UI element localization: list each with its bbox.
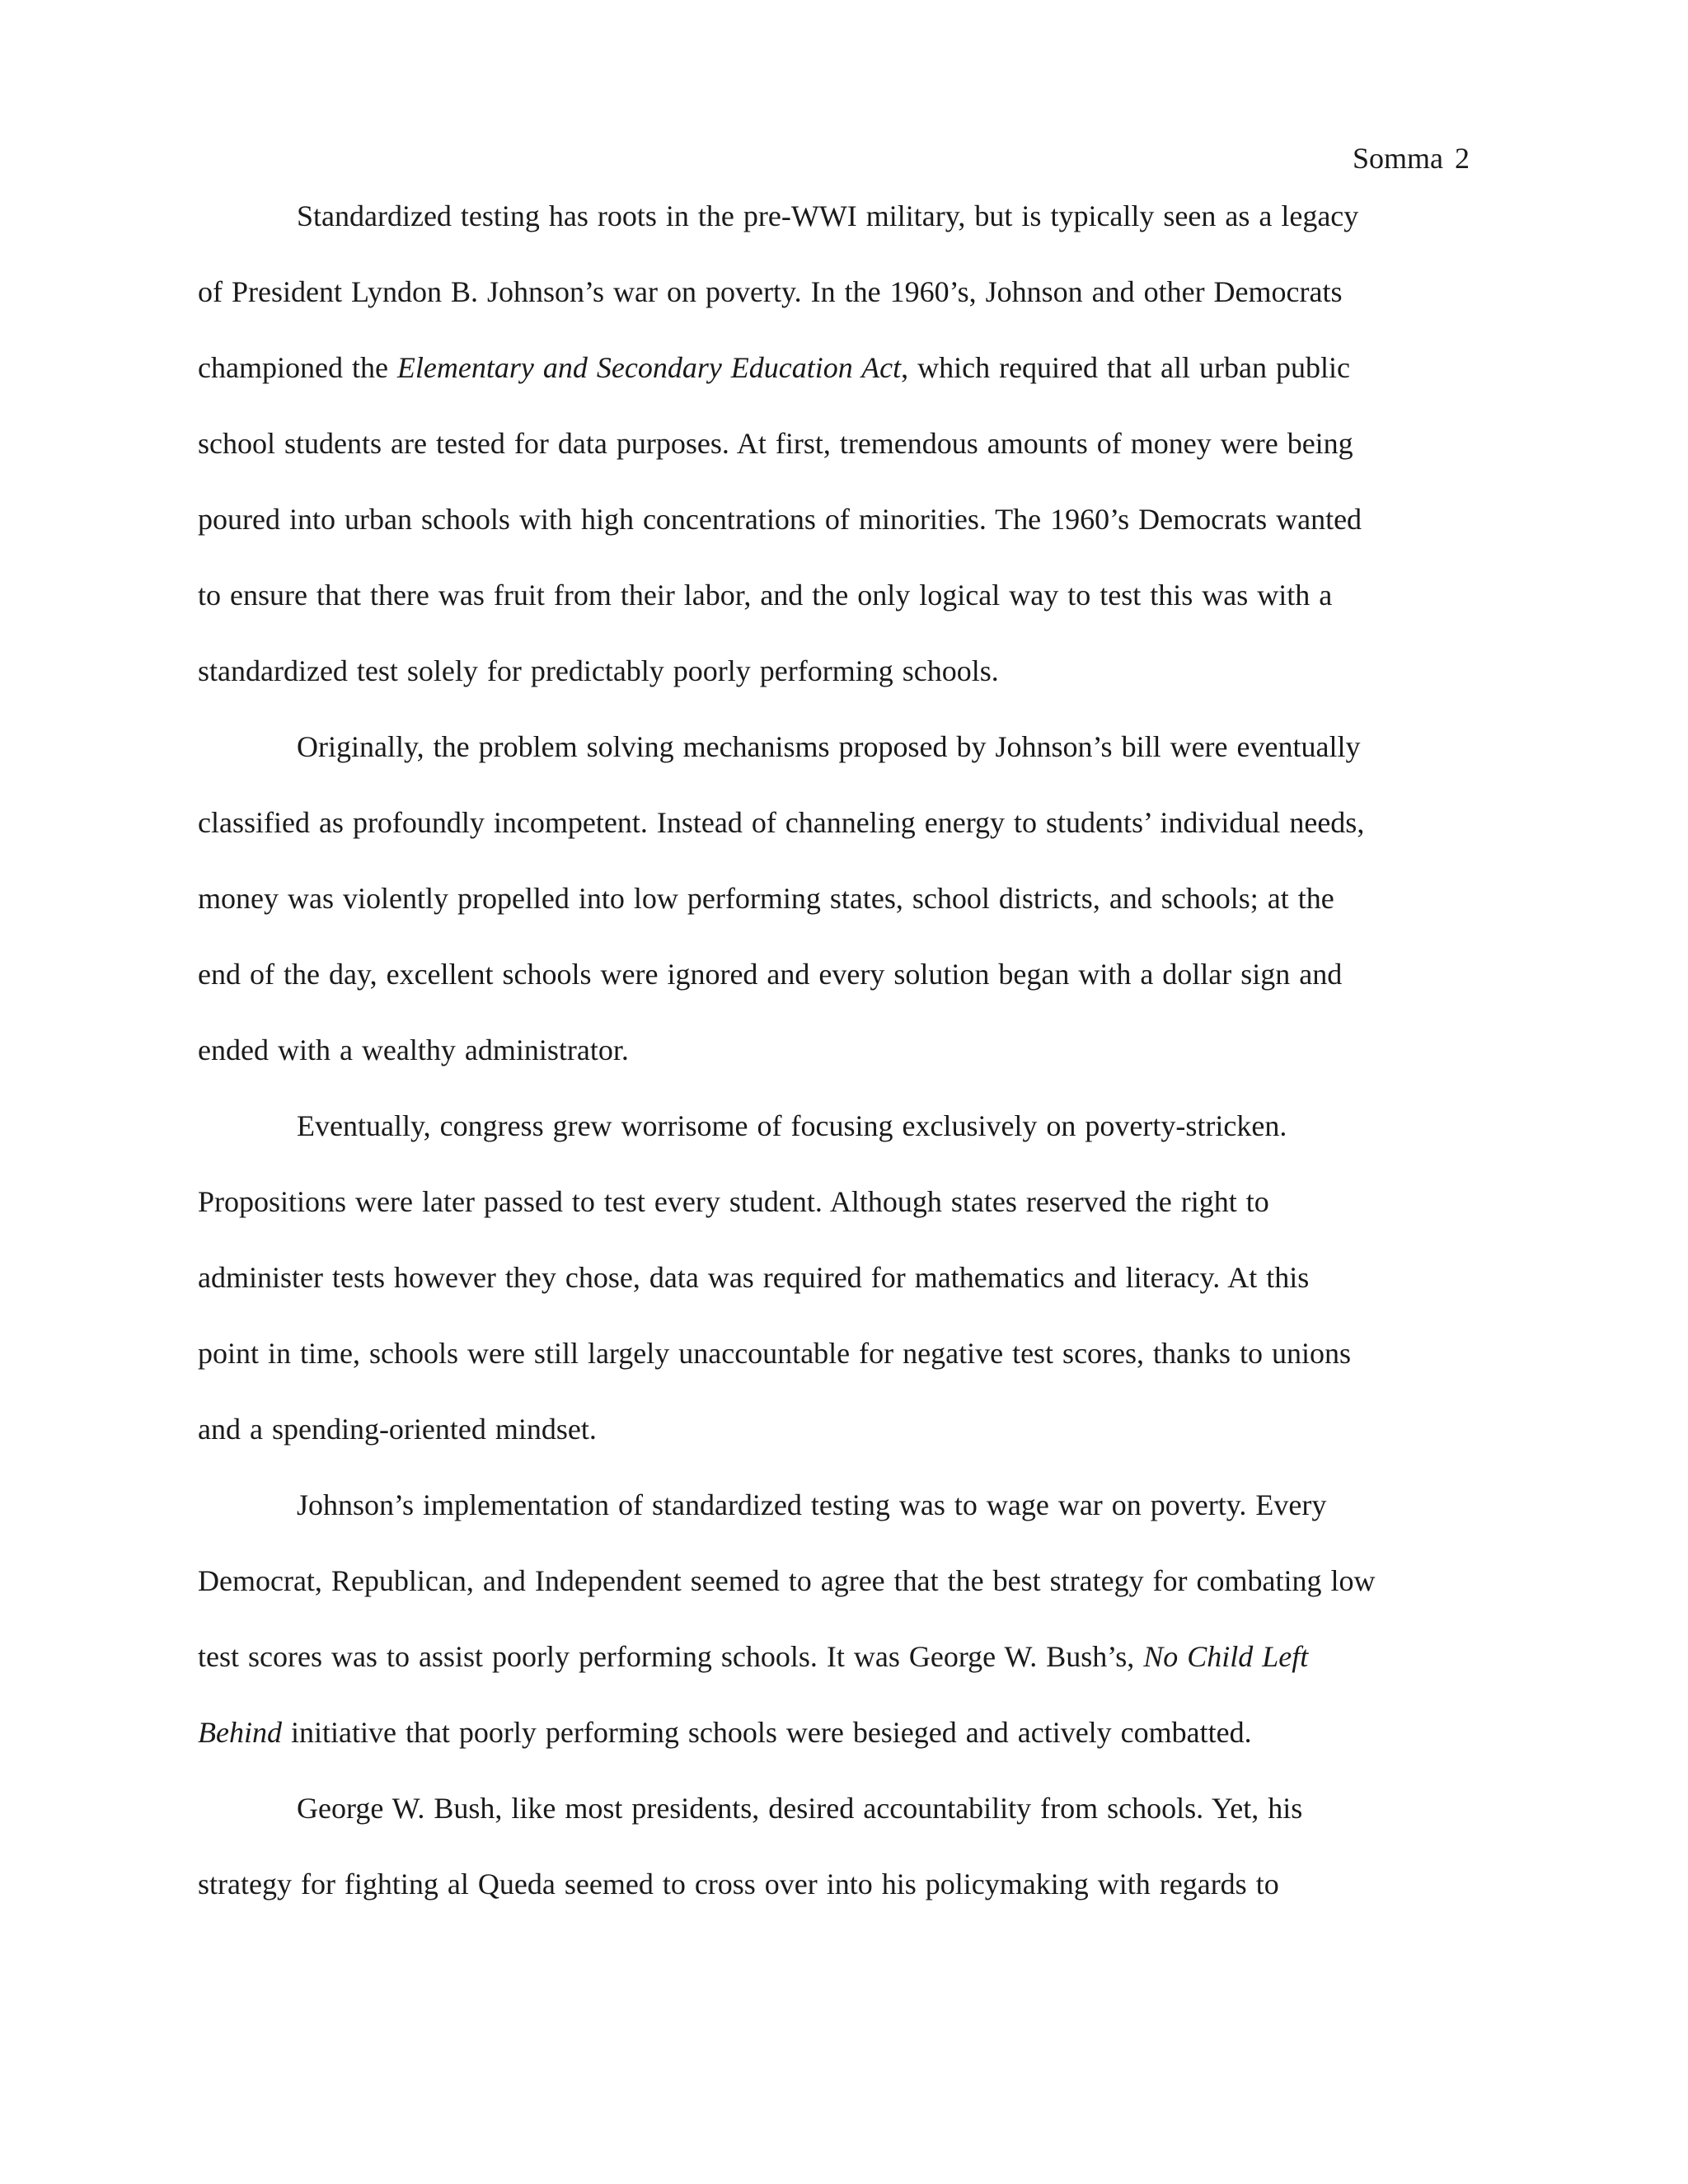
body-text: [198, 192, 1479, 1936]
text-line: Johnson’s implementation of standardized testing was to wage war on poverty. Every: [297, 1488, 1327, 1521]
text-line: money was violently propelled into low performing states, school districts, and schools; at the: [198, 882, 1334, 915]
italic-title: Behind: [198, 1716, 282, 1749]
header-page-number: 2: [1455, 142, 1470, 175]
text-line: to ensure that there was fruit from their labor, and the only logical way to test this was with a: [198, 579, 1333, 612]
paragraph: [198, 1102, 1479, 1481]
header-author: Somma: [1352, 142, 1443, 175]
text-line: Propositions were later passed to test every student. Although states reserved the right to: [198, 1185, 1269, 1218]
paragraph: [198, 1481, 1479, 1784]
text-line: classified as profoundly incompetent. Instead of channeling energy to students’ individual needs,: [198, 806, 1365, 839]
text-line: Eventually, congress grew worrisome of focusing exclusively on poverty-stricken.: [297, 1109, 1287, 1142]
text-line: end of the day, excellent schools were ignored and every solution began with a dollar sign and: [198, 958, 1343, 991]
italic-title: No Child Left: [1143, 1640, 1309, 1673]
text-line: Standardized testing has roots in the pre-WWI military, but is typically seen as a legacy: [297, 199, 1359, 232]
text-line: of President Lyndon B. Johnson’s war on poverty. In the 1960’s, Johnson and other Democrats: [198, 275, 1343, 308]
text-line: test scores was to assist poorly performing schools. It was George W. Bush’s, No Child Left: [198, 1640, 1309, 1673]
text-line: championed the Elementary and Secondary Education Act, which required that all urban public: [198, 351, 1350, 384]
paragraph: [198, 723, 1479, 1102]
text-line: and a spending-oriented mindset.: [198, 1413, 597, 1446]
text-line: administer tests however they chose, data was required for mathematics and literacy. At this: [198, 1261, 1310, 1294]
text-line: poured into urban schools with high concentrations of minorities. The 1960’s Democrats wanted: [198, 503, 1362, 536]
text-line: Behind initiative that poorly performing schools were besieged and actively combatted.: [198, 1716, 1252, 1749]
text-line: Originally, the problem solving mechanisms proposed by Johnson’s bill were eventually: [297, 730, 1361, 763]
text-line: strategy for fighting al Queda seemed to cross over into his policymaking with regards to: [198, 1868, 1279, 1900]
text-line: ended with a wealthy administrator.: [198, 1033, 629, 1066]
text-line: George W. Bush, like most presidents, desired accountability from schools. Yet, his: [297, 1792, 1303, 1825]
italic-title: Elementary and Secondary Education Act: [396, 351, 902, 384]
text-line: Democrat, Republican, and Independent seemed to agree that the best strategy for combating low: [198, 1564, 1376, 1597]
text-line: school students are tested for data purposes. At first, tremendous amounts of money were being: [198, 427, 1353, 460]
paragraph: [198, 1784, 1479, 1936]
running-header: [1353, 138, 1470, 178]
paragraph: [198, 192, 1479, 723]
text-line: point in time, schools were still largely unaccountable for negative test scores, thanks to unions: [198, 1337, 1352, 1370]
text-line: standardized test solely for predictably poorly performing schools.: [198, 654, 999, 687]
